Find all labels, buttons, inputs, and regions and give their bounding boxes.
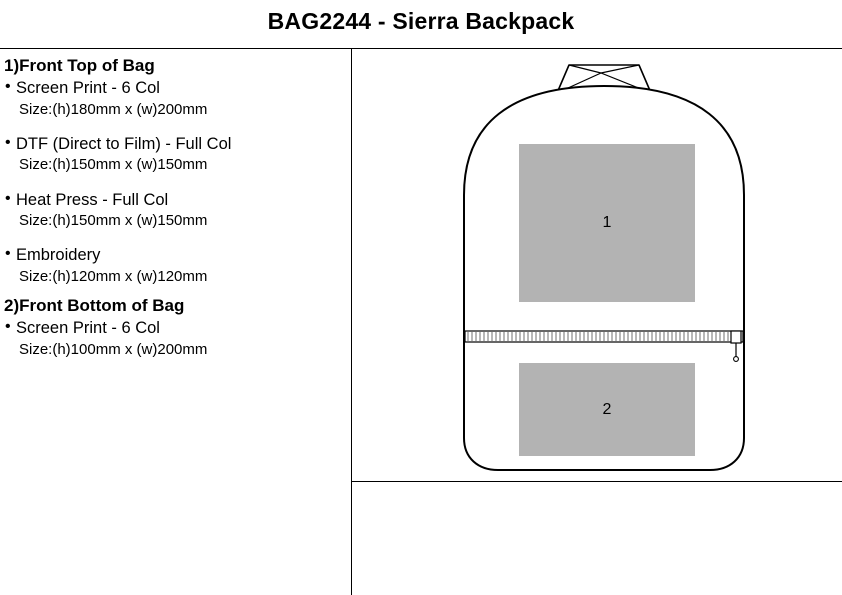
spec-item (4, 245, 344, 287)
spec-size: Size:(h)150mm x (w)150mm (19, 156, 208, 174)
spec-method: • Embroidery (16, 245, 344, 266)
spec-group-heading: 1)Front Top of Bag (4, 56, 155, 75)
spec-size: Size:(h)150mm x (w)150mm (19, 212, 208, 230)
spec-item (4, 134, 344, 176)
spec-item (4, 190, 344, 232)
spec-group-heading: 2)Front Bottom of Bag (4, 296, 185, 315)
print-area-1-label-wrap (519, 144, 695, 302)
print-area-2-label-wrap (519, 363, 695, 456)
spec-group-front-bottom (4, 295, 344, 360)
spec-size: Size:(h)100mm x (w)200mm (19, 340, 208, 358)
spec-item (4, 318, 344, 360)
print-area-1-label: 1 (602, 214, 612, 231)
spec-method: • Heat Press - Full Col (16, 190, 344, 211)
spec-list (4, 55, 344, 368)
spec-size: Size:(h)120mm x (w)120mm (19, 267, 208, 285)
backpack-illustration (352, 48, 842, 481)
artwork-panel (352, 48, 842, 481)
page-title: BAG2244 - Sierra Backpack (267, 8, 575, 34)
spec-size: Size:(h)180mm x (w)200mm (19, 100, 208, 118)
zipper-pull-ring-icon (734, 357, 739, 362)
artwork-bottom-divider (351, 481, 842, 482)
spec-method: • Screen Print - 6 Col (16, 318, 344, 339)
zipper-slider-icon (731, 331, 741, 343)
spec-item (4, 78, 344, 120)
spec-method: • DTF (Direct to Film) - Full Col (16, 134, 344, 155)
spec-method: • Screen Print - 6 Col (16, 78, 344, 99)
spec-group-front-top (4, 55, 344, 287)
print-area-2-label: 2 (602, 400, 612, 418)
